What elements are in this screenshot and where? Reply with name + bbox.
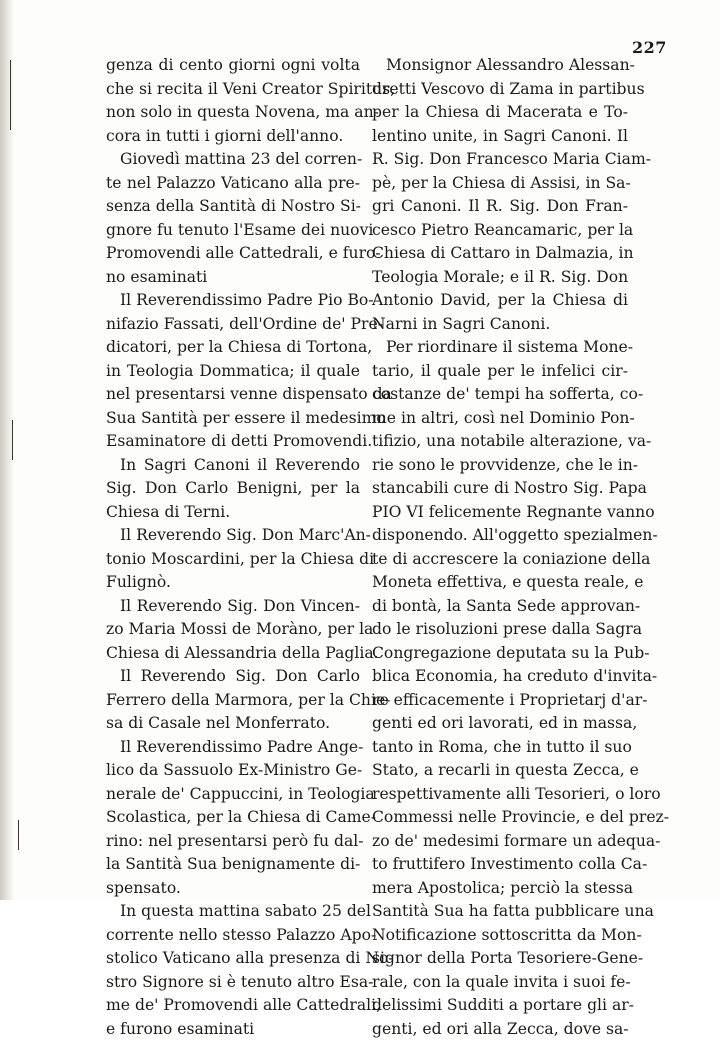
left-column-line: no esaminati bbox=[106, 266, 360, 290]
left-column-line: Giovedì mattina 23 del corren- bbox=[106, 148, 360, 172]
right-column-line: Notificazione sottoscritta da Mon- bbox=[372, 924, 628, 948]
right-column-line: Stato, a recarli in questa Zecca, e bbox=[372, 759, 628, 783]
right-column-line: to fruttifero Investimento colla Ca- bbox=[372, 853, 628, 877]
right-column-line: Commessi nelle Provincie, e del prez- bbox=[372, 806, 628, 830]
right-column-line: R. Sig. Don Francesco Maria Ciam- bbox=[372, 148, 628, 172]
right-column-line: te di accrescere la coniazione della bbox=[372, 548, 628, 572]
right-column-line: genti ed ori lavorati, ed in massa, bbox=[372, 712, 628, 736]
right-column-line: do le risoluzioni prese dalla Sagra bbox=[372, 618, 628, 642]
left-column-line: senza della Santità di Nostro Si- bbox=[106, 195, 360, 219]
left-column-line: Ferrero della Marmora, per la Chie- bbox=[106, 689, 360, 713]
left-text-column bbox=[106, 54, 360, 1041]
right-column-line: stancabili cure di Nostro Sig. Papa bbox=[372, 477, 628, 501]
right-column-line: me in altri, così nel Dominio Pon- bbox=[372, 407, 628, 431]
left-column-line: Il Reverendo Sig. Don Carlo bbox=[106, 665, 360, 689]
left-column-line: dicatori, per la Chiesa di Tortona, bbox=[106, 336, 360, 360]
right-column-line: PIO VI felicemente Regnante vanno bbox=[372, 501, 628, 525]
right-column-line: blica Economia, ha creduto d'invita- bbox=[372, 665, 628, 689]
left-column-line: la Santità Sua benignamente di- bbox=[106, 853, 360, 877]
left-column-line: Sua Santità per essere il medesimo bbox=[106, 407, 360, 431]
right-column-line: Narni in Sagri Canoni. bbox=[372, 313, 628, 337]
right-column-line: tario, il quale per le infelici cir- bbox=[372, 360, 628, 384]
right-column-line: mera Apostolica; perciò la stessa bbox=[372, 877, 628, 901]
left-column-line: Il Reverendo Sig. Don Vincen- bbox=[106, 595, 360, 619]
left-column-line: tonio Moscardini, per la Chiesa di bbox=[106, 548, 360, 572]
margin-mark-top bbox=[10, 60, 11, 130]
right-column-line: rale, con la quale invita i suoi fe- bbox=[372, 971, 628, 995]
left-column-line: in Teologia Dommatica; il quale bbox=[106, 360, 360, 384]
right-column-line: per la Chiesa di Macerata e To- bbox=[372, 101, 628, 125]
right-column-line: gri Canoni. Il R. Sig. Don Fran- bbox=[372, 195, 628, 219]
left-column-line: corrente nello stesso Palazzo Apo- bbox=[106, 924, 360, 948]
right-column-line: respettivamente alli Tesorieri, o loro bbox=[372, 783, 628, 807]
left-column-line: non solo in questa Novena, ma an- bbox=[106, 101, 360, 125]
right-column-line: pè, per la Chiesa di Assisi, in Sa- bbox=[372, 172, 628, 196]
right-column-line: Teologia Morale; e il R. Sig. Don bbox=[372, 266, 628, 290]
left-column-line: sa di Casale nel Monferrato. bbox=[106, 712, 360, 736]
left-column-line: stolico Vaticano alla presenza di No- bbox=[106, 947, 360, 971]
left-column-line: e furono esaminati bbox=[106, 1018, 360, 1041]
right-column-line: Per riordinare il sistema Mone- bbox=[372, 336, 628, 360]
right-text-column bbox=[372, 54, 628, 1041]
left-column-line: stro Signore si è tenuto altro Esa- bbox=[106, 971, 360, 995]
right-column-line: Santità Sua ha fatta pubblicare una bbox=[372, 900, 628, 924]
right-column-line: cesco Pietro Reancamaric, per la bbox=[372, 219, 628, 243]
left-column-line: genza di cento giorni ogni volta bbox=[106, 54, 360, 78]
left-column-line: spensato. bbox=[106, 877, 360, 901]
right-column-line: dretti Vescovo di Zama in partibus bbox=[372, 78, 628, 102]
left-column-line: Scolastica, per la Chiesa di Came- bbox=[106, 806, 360, 830]
left-column-line: Il Reverendo Sig. Don Marc'An- bbox=[106, 524, 360, 548]
left-column-line: nerale de' Cappuccini, in Teologia bbox=[106, 783, 360, 807]
right-column-line: lentino unite, in Sagri Canoni. Il bbox=[372, 125, 628, 149]
right-column-line: Monsignor Alessandro Alessan- bbox=[372, 54, 628, 78]
right-column-line: tanto in Roma, che in tutto il suo bbox=[372, 736, 628, 760]
right-column-line: signor della Porta Tesoriere-Gene- bbox=[372, 947, 628, 971]
right-column-line: Moneta effettiva, e questa reale, e bbox=[372, 571, 628, 595]
left-column-line: Sig. Don Carlo Benigni, per la bbox=[106, 477, 360, 501]
left-column-line: Il Reverendissimo Padre Ange- bbox=[106, 736, 360, 760]
right-column-line: re efficacemente i Proprietarj d'ar- bbox=[372, 689, 628, 713]
margin-mark-bottom bbox=[18, 820, 19, 850]
left-column-line: gnore fu tenuto l'Esame dei nuovi bbox=[106, 219, 360, 243]
right-column-line: disponendo. All'oggetto spezialmen- bbox=[372, 524, 628, 548]
left-column-line: In questa mattina sabato 25 del bbox=[106, 900, 360, 924]
left-column-line: Chiesa di Terni. bbox=[106, 501, 360, 525]
left-column-line: me de' Promovendi alle Cattedrali, bbox=[106, 994, 360, 1018]
right-column-line: delissimi Sudditi a portare gli ar- bbox=[372, 994, 628, 1018]
left-column-line: In Sagri Canoni il Reverendo bbox=[106, 454, 360, 478]
left-column-line: Chiesa di Alessandria della Paglia. bbox=[106, 642, 360, 666]
left-column-line: Promovendi alle Cattedrali, e furo- bbox=[106, 242, 360, 266]
right-column-line: Chiesa di Cattaro in Dalmazia, in bbox=[372, 242, 628, 266]
left-column-line: nifazio Fassati, dell'Ordine de' Pre- bbox=[106, 313, 360, 337]
right-column-line: costanze de' tempi ha sofferta, co- bbox=[372, 383, 628, 407]
right-column-line: genti, ed ori alla Zecca, dove sa- bbox=[372, 1018, 628, 1041]
left-column-line: zo Maria Mossi de Moràno, per la bbox=[106, 618, 360, 642]
left-column-line: Fulignò. bbox=[106, 571, 360, 595]
right-column-line: Congregazione deputata su la Pub- bbox=[372, 642, 628, 666]
right-column-line: di bontà, la Santa Sede approvan- bbox=[372, 595, 628, 619]
left-column-line: lico da Sassuolo Ex-Ministro Ge- bbox=[106, 759, 360, 783]
right-column-line: tifizio, una notabile alterazione, va- bbox=[372, 430, 628, 454]
left-column-line: che si recita il Veni Creator Spiritus, bbox=[106, 78, 360, 102]
left-column-line: cora in tutti i giorni dell'anno. bbox=[106, 125, 360, 149]
left-column-line: Il Reverendissimo Padre Pio Bo- bbox=[106, 289, 360, 313]
page-number: 227 bbox=[632, 38, 667, 57]
left-column-line: te nel Palazzo Vaticano alla pre- bbox=[106, 172, 360, 196]
right-column-line: Antonio David, per la Chiesa di bbox=[372, 289, 628, 313]
right-column-line: zo de' medesimi formare un adequa- bbox=[372, 830, 628, 854]
right-column-line: rie sono le provvidenze, che le in- bbox=[372, 454, 628, 478]
left-column-line: rino: nel presentarsi però fu dal- bbox=[106, 830, 360, 854]
left-column-line: nel presentarsi venne dispensato da bbox=[106, 383, 360, 407]
left-column-line: Esaminatore di detti Promovendi. bbox=[106, 430, 360, 454]
margin-mark-middle bbox=[12, 420, 13, 460]
